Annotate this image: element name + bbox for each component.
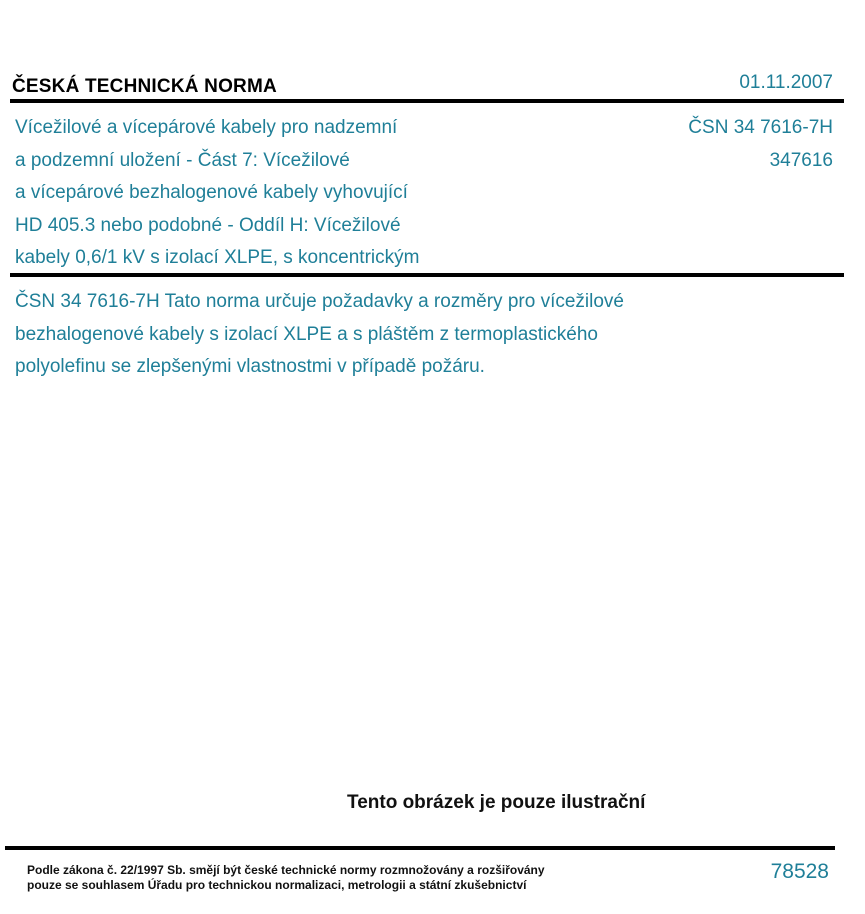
footer-number: 78528 — [770, 860, 829, 883]
catalog-number: 347616 — [769, 149, 833, 171]
title-block — [15, 112, 495, 275]
abstract-line: bezhalogenové kabely s izolací XLPE a s pláštěm z termoplastického — [15, 323, 598, 345]
title-line: kabely 0,6/1 kV s izolací XLPE, s koncentrickým — [15, 247, 420, 268]
title-line: Vícežilové a vícepárové kabely pro nadzemní — [15, 117, 398, 138]
illustration-note: Tento obrázek je pouze ilustrační — [347, 792, 646, 813]
title-line: HD 405.3 nebo podobné - Oddíl H: Vícežilové — [15, 214, 401, 236]
footer-legal-text — [27, 863, 545, 893]
footer-legal-line: pouze se souhlasem Úřadu pro technickou normalizaci, metrologii a státní zkušebnictví — [27, 878, 527, 892]
csn-code: ČSN 34 7616-7H — [688, 117, 833, 138]
header-standard-label: ČESKÁ TECHNICKÁ NORMA — [12, 76, 277, 97]
title-line: a podzemní uložení - Část 7: Vícežilové — [15, 149, 350, 171]
abstract — [15, 286, 735, 384]
abstract-line: ČSN 34 7616-7H Tato norma určuje požadavky a rozměry pro vícežilové — [15, 291, 624, 312]
bottom-rule — [5, 846, 835, 850]
abstract-line: polyolefinu se zlepšenými vlastnostmi v případě požáru. — [15, 356, 485, 377]
middle-rule — [10, 273, 844, 277]
header-date: 01.11.2007 — [739, 72, 833, 93]
title-line: a vícepárové bezhalogenové kabely vyhovující — [15, 182, 408, 203]
footer-legal-line: Podle zákona č. 22/1997 Sb. smějí být české technické normy rozmnožovány a rozšiřovány — [27, 863, 545, 877]
top-rule — [10, 99, 844, 103]
codes-block — [688, 112, 833, 177]
